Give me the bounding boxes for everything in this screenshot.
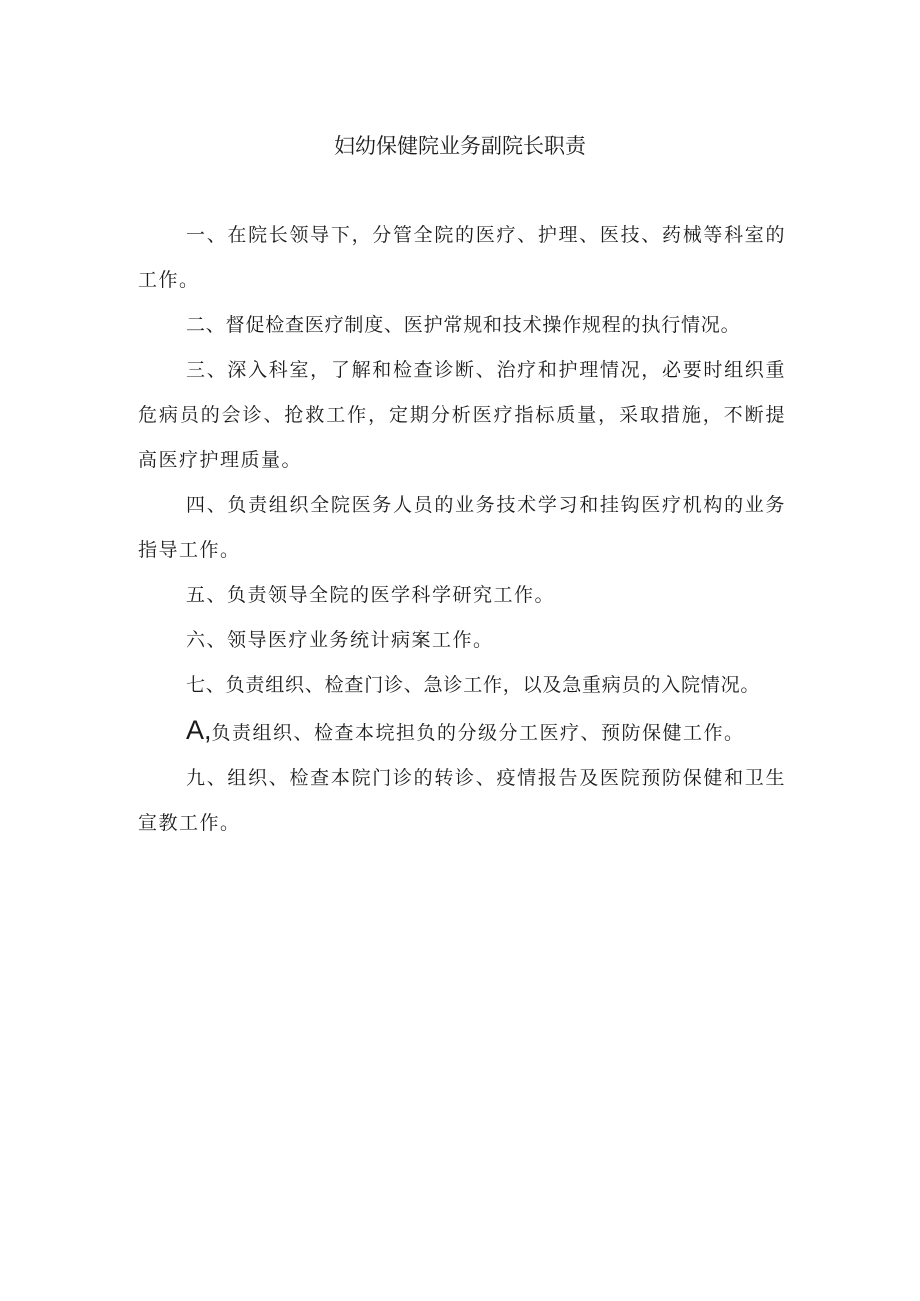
paragraph-5: 五、负责领导全院的医学科学研究工作。: [186, 584, 556, 606]
paragraph-8-text: 负责组织、检查本垸担负的分级分工医疗、预防保健工作。: [211, 722, 745, 744]
paragraph-3: 三、深入科室，了解和检查诊断、治疗和护理情况，必要时组织重危病员的会诊、抢救工作，定期分析医疗指标质量，采取措施，不断提高医疗护理质量。: [138, 359, 786, 471]
document-body: [138, 213, 786, 846]
paragraph-9: 九、组织、检查本院门诊的转诊、疫情报告及医院预防保健和卫生宣教工作。: [138, 767, 786, 834]
paragraph-1: 一、在院长领导下，分管全院的医疗、护理、医技、药械等科室的工作。: [138, 224, 786, 291]
paragraph-6: 六、领导医疗业务统计病案工作。: [186, 629, 494, 651]
paragraph-7: 七、负责组织、检查门诊、急诊工作，以及急重病员的入院情况。: [186, 674, 761, 696]
paragraph-2: 二、督促检查医疗制度、医护常规和技术操作规程的执行情况。: [186, 314, 741, 336]
item-marker: A,: [186, 715, 212, 745]
paragraph-4: 四、负责组织全院医务人员的业务技术学习和挂钩医疗机构的业务指导工作。: [138, 494, 786, 561]
document-title: 妇幼保健院业务副院长职责: [334, 134, 586, 158]
paragraph-8: [138, 708, 786, 756]
